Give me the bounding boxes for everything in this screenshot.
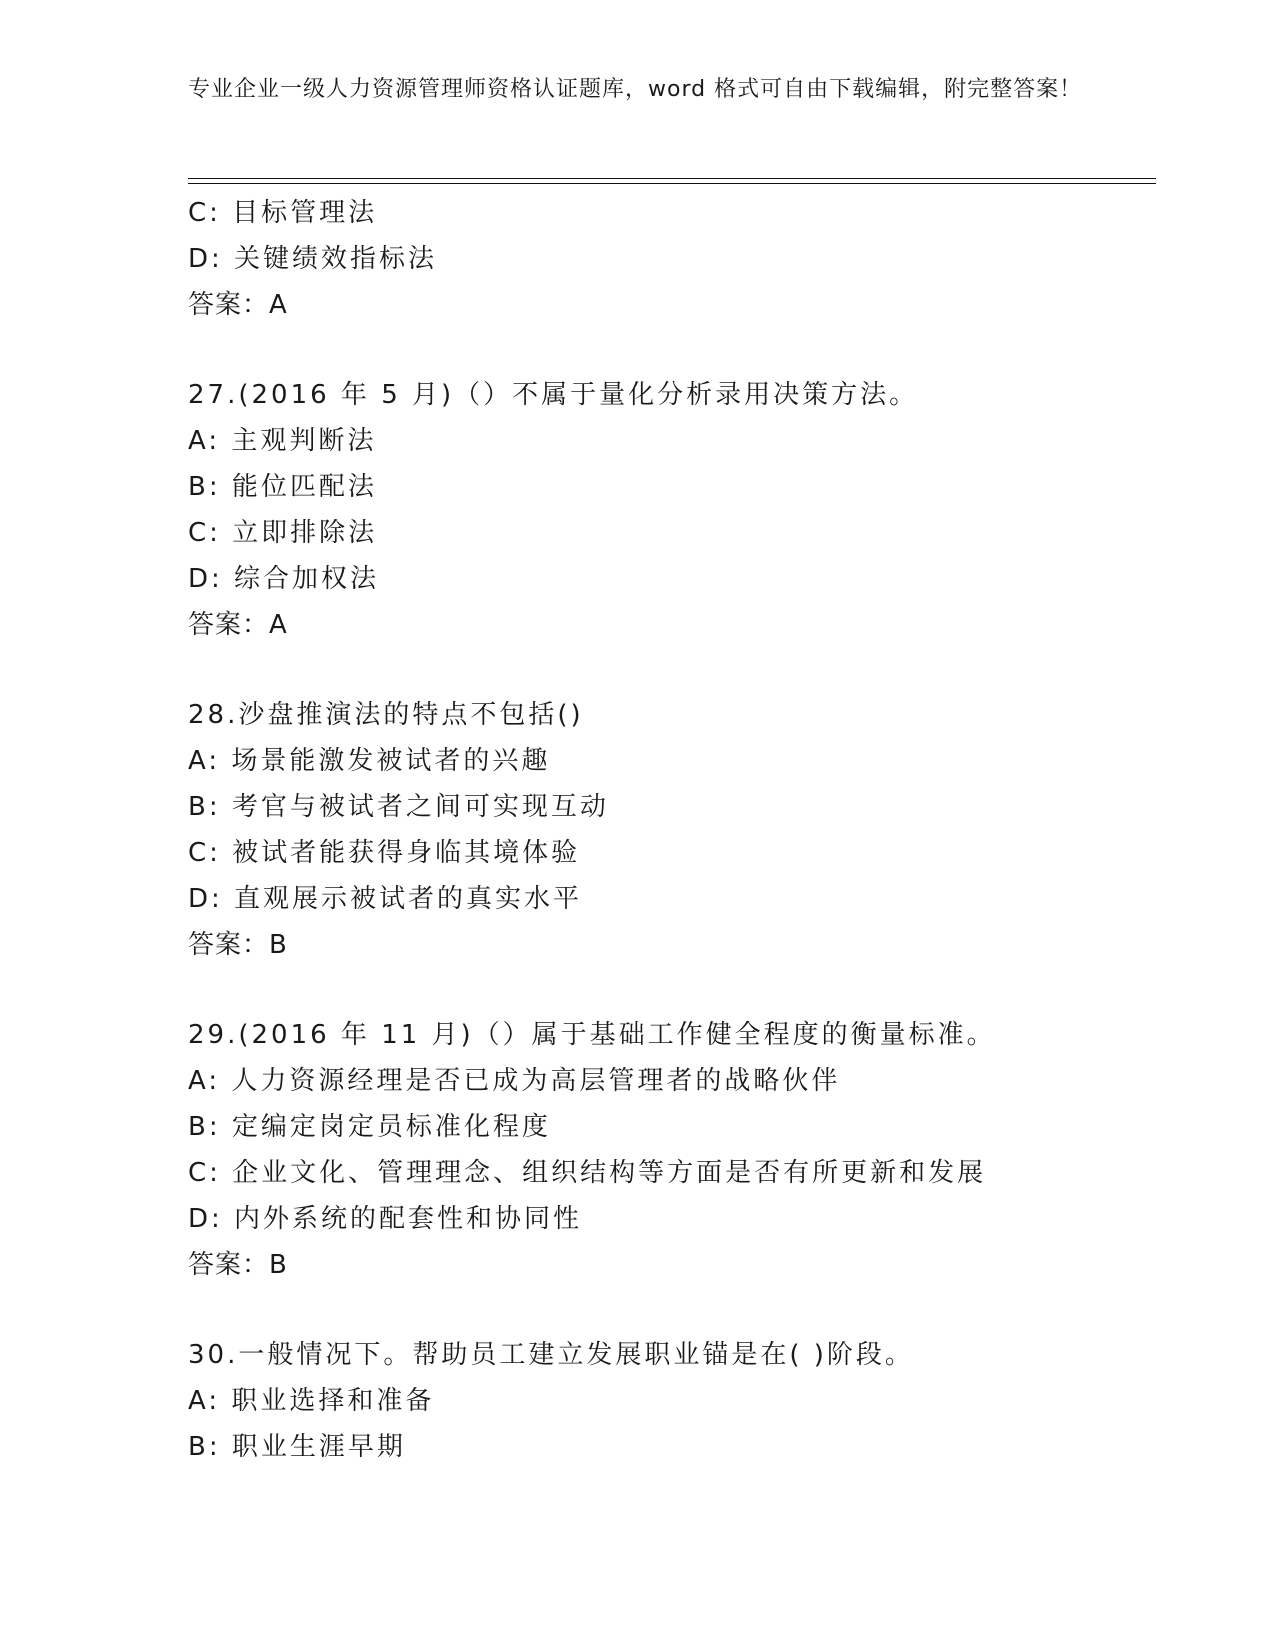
document-header bbox=[188, 74, 1088, 106]
option-c: C: 目标管理法 bbox=[188, 198, 378, 228]
option-d: D: 直观展示被试者的真实水平 bbox=[188, 884, 583, 914]
option-d: D: 综合加权法 bbox=[188, 564, 380, 594]
option-c: C: 企业文化、管理理念、组织结构等方面是否有所更新和发展 bbox=[188, 1158, 987, 1188]
option-d: D: 内外系统的配套性和协同性 bbox=[188, 1204, 583, 1234]
answer-line: 答案：B bbox=[188, 930, 288, 960]
option-a: A: 主观判断法 bbox=[188, 426, 377, 456]
header-text: 专业企业一级人力资源管理师资格认证题库，word 格式可自由下载编辑，附完整答案！ bbox=[188, 77, 1083, 102]
answer-line: 答案：A bbox=[188, 610, 288, 640]
spacer bbox=[188, 648, 1148, 692]
answer-line: 答案：A bbox=[188, 290, 288, 320]
spacer bbox=[188, 968, 1148, 1012]
question-28 bbox=[188, 692, 1148, 968]
option-d: D: 关键绩效指标法 bbox=[188, 244, 438, 274]
option-c: C: 被试者能获得身临其境体验 bbox=[188, 838, 581, 868]
option-a: A: 职业选择和准备 bbox=[188, 1386, 435, 1416]
option-c: C: 立即排除法 bbox=[188, 518, 378, 548]
answer-line: 答案：B bbox=[188, 1250, 288, 1280]
question-27 bbox=[188, 372, 1148, 648]
header-rule-bottom bbox=[188, 183, 1156, 184]
header-rule-top bbox=[188, 178, 1156, 179]
option-a: A: 场景能激发被试者的兴趣 bbox=[188, 746, 551, 776]
spacer bbox=[188, 1288, 1148, 1332]
question-stem: 30.一般情况下。帮助员工建立发展职业锚是在( )阶段。 bbox=[188, 1340, 914, 1370]
option-a: A: 人力资源经理是否已成为高层管理者的战略伙伴 bbox=[188, 1066, 841, 1096]
question-stem: 28.沙盘推演法的特点不包括() bbox=[188, 700, 584, 730]
option-b: B: 能位匹配法 bbox=[188, 472, 377, 502]
question-content bbox=[188, 190, 1148, 1470]
question-fragment-26 bbox=[188, 190, 1148, 328]
question-30 bbox=[188, 1332, 1148, 1470]
option-b: B: 考官与被试者之间可实现互动 bbox=[188, 792, 609, 822]
question-29 bbox=[188, 1012, 1148, 1288]
question-stem: 27.(2016 年 5 月)（）不属于量化分析录用决策方法。 bbox=[188, 380, 919, 410]
question-stem: 29.(2016 年 11 月)（）属于基础工作健全程度的衡量标准。 bbox=[188, 1020, 996, 1050]
option-b: B: 职业生涯早期 bbox=[188, 1432, 406, 1462]
option-b: B: 定编定岗定员标准化程度 bbox=[188, 1112, 551, 1142]
spacer bbox=[188, 328, 1148, 372]
